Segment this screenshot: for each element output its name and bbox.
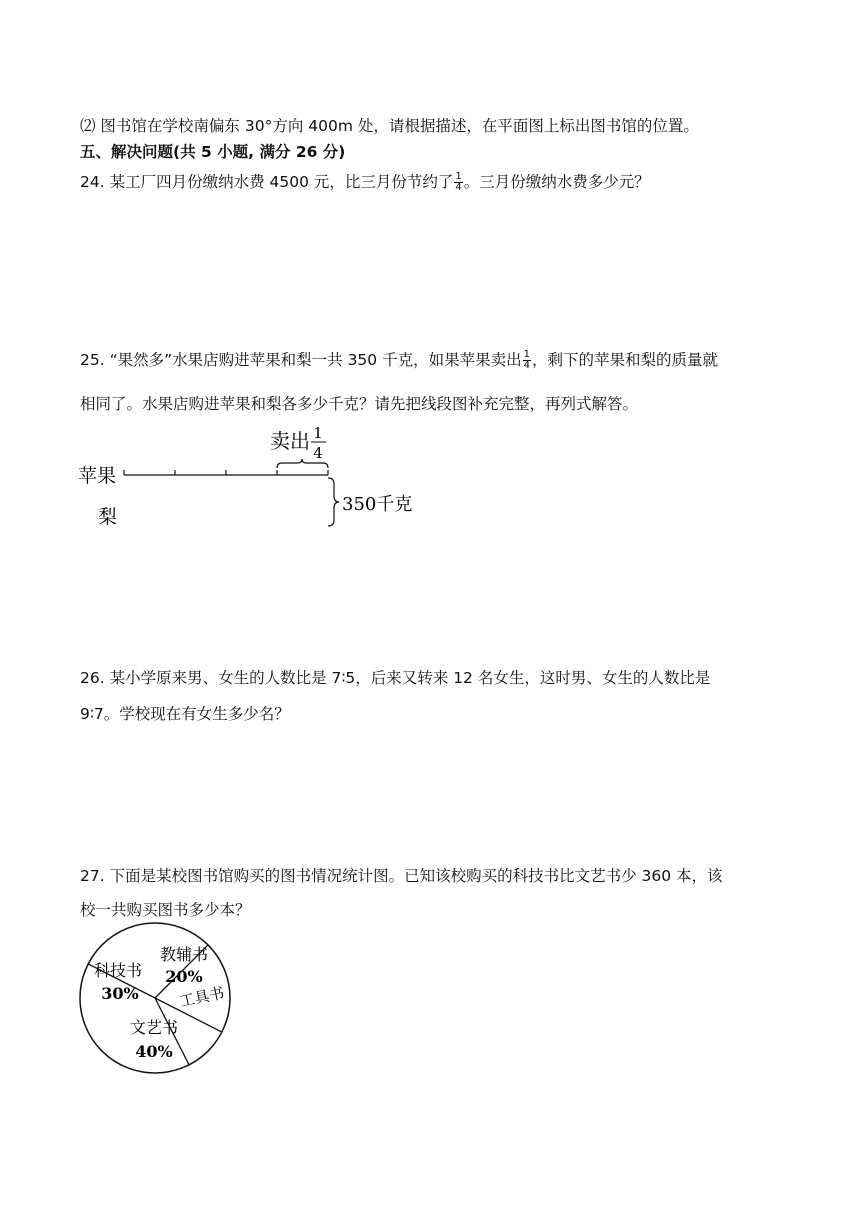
q24-text-before: 24. 某工厂四月份缴纳水费 4500 元，比三月份节约了	[80, 173, 454, 191]
q25-text-line2: 相同了。水果店购进苹果和梨各多少千克？请先把线段图补充完整，再列式解答。	[80, 395, 639, 413]
diagram-sold-label: 卖出	[270, 429, 310, 453]
q25-fraction	[523, 350, 531, 371]
pie-label-name-3: 文艺书	[129, 1018, 179, 1037]
diagram-pear-label: 梨	[98, 506, 118, 528]
q24-frac-den: 4	[455, 182, 462, 193]
q24-text-after: 。三月份缴纳水费多少元？	[463, 173, 650, 191]
pie-label-name-0: 科技书	[93, 961, 143, 980]
pie-label-pct-0: 30%	[101, 984, 139, 1003]
q25-frac-den: 4	[523, 360, 530, 371]
q27-pie-chart	[74, 916, 244, 1076]
diagram-sold-den: 4	[313, 444, 323, 462]
q26-text-line2: 9∶7。学校现在有女生多少名？	[80, 705, 290, 723]
section-title: 五、解决问题(共 5 小题, 满分 26 分)	[80, 143, 346, 161]
diagram-apple-label: 苹果	[78, 465, 117, 487]
q25-segment-diagram	[76, 420, 436, 530]
q25-text-before: 25. “果然多”水果店购进苹果和梨一共 350 千克，如果苹果卖出	[80, 351, 522, 369]
pie-label-name-1: 教辅书	[159, 945, 209, 964]
q24-text	[80, 172, 650, 193]
q24-frac-num: 1	[455, 171, 462, 182]
q23-part2-text: ⑵ 图书馆在学校南偏东 30°方向 400m 处，请根据描述，在平面图上标出图书馆的位置。	[80, 117, 699, 135]
q25-text-line1	[80, 350, 718, 371]
pie-label-name-2: 工具书	[178, 983, 226, 1011]
q26-text-line1: 26. 某小学原来男、女生的人数比是 7∶5，后来又转来 12 名女生，这时男、女生的人数比是	[80, 669, 711, 687]
diagram-total-brace	[328, 478, 339, 526]
diagram-sold-num: 1	[313, 424, 323, 442]
q27-text-line1: 27. 下面是某校图书馆购买的图书情况统计图。已知该校购买的科技书比文艺书少 360 本，该	[80, 867, 723, 885]
q24-fraction	[454, 172, 462, 193]
q25-text-after: ，剩下的苹果和梨的质量就	[531, 351, 718, 369]
q25-frac-num: 1	[523, 349, 530, 360]
pie-label-pct-1: 20%	[165, 967, 203, 986]
pie-label-pct-3: 40%	[135, 1042, 173, 1061]
diagram-total-label: 350千克	[342, 494, 413, 515]
q27-text-line2: 校一共购买图书多少本？	[80, 901, 251, 919]
